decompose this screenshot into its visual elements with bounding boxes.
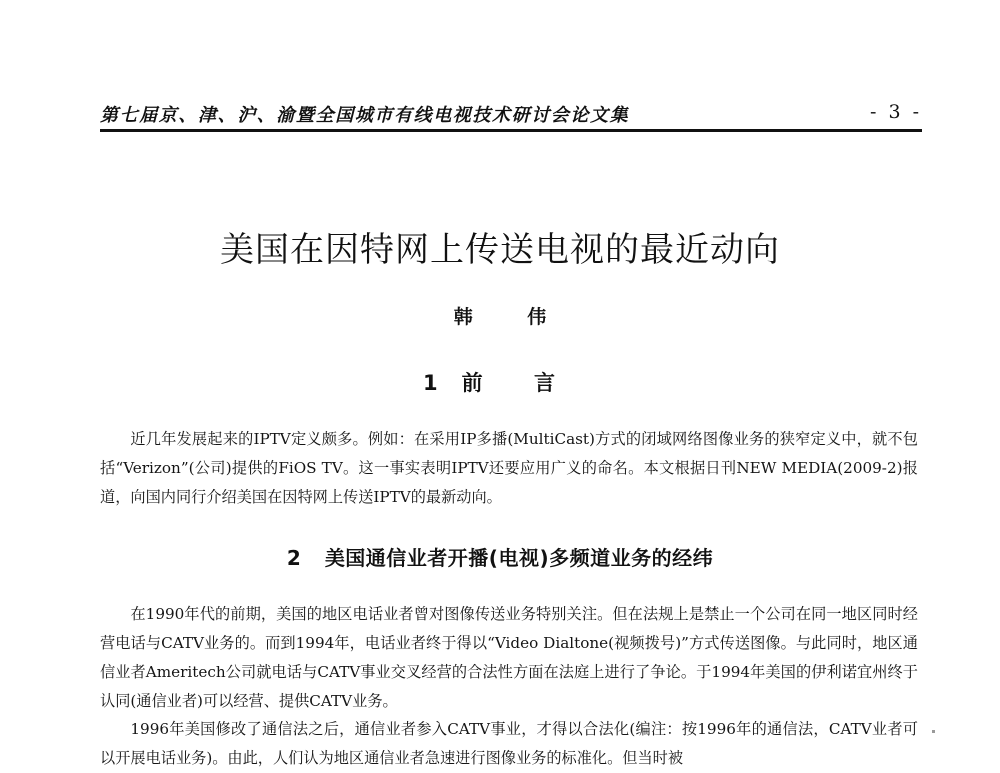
section-heading-introduction (0, 367, 1000, 397)
running-header (100, 101, 922, 131)
body-paragraph: 在1990年代的前期，美国的地区电话业者曾对图像传送业务特别关注。但在法规上是禁止一个公司在同一地区同时经营电话与CATV业务的。而到1994年，电话业者终于得以“Video Dialtone(视频拨号)”方式传送图像。与此同时，地区通信业者Ameritech公司就电话与CATV事业交叉经营的合法性方面在法庭上进行了争论。于1994年美国的伊利诺宜州终于认同(通信业者)可以经营、提供CATV业务。 (100, 605, 918, 710)
journal-title: 第七届京、津、沪、渝暨全国城市有线电视技术研讨会论文集 (100, 105, 630, 126)
section-number: 2 (286, 546, 301, 570)
section-title: 前 言 (461, 371, 577, 395)
author-name: 韩 伟 (453, 306, 571, 328)
header-divider (100, 129, 922, 132)
page-number: - 3 - (869, 101, 922, 123)
section-title: 美国通信业者开播(电视)多频道业务的经纬 (324, 546, 714, 570)
article-title: 美国在因特网上传送电视的最近动向 (220, 230, 780, 270)
scan-speck (932, 730, 935, 733)
section-heading-history (0, 542, 1000, 571)
body-paragraph: 1996年美国修改了通信法之后，通信业者参入CATV事业，才得以合法化(编注：按1996年的通信法，CATV业者可以开展电话业务)。由此，人们认为地区通信业者急速进行图像业务的标准化。但当时被 (100, 720, 918, 767)
body-paragraph: 近几年发展起来的IPTV定义颇多。例如：在采用IP多播(MultiCast)方式的闭域网络图像业务的狭窄定义中，就不包括“Verizon”(公司)提供的FiOS TV。这一事实表明IPTV还要应用广义的命名。本文根据日刊NEW MEDIA(2009-2)报道，向国内同行介绍美国在因特网上传送IPTV的最新动向。 (100, 430, 918, 506)
section-number: 1 (423, 371, 438, 395)
